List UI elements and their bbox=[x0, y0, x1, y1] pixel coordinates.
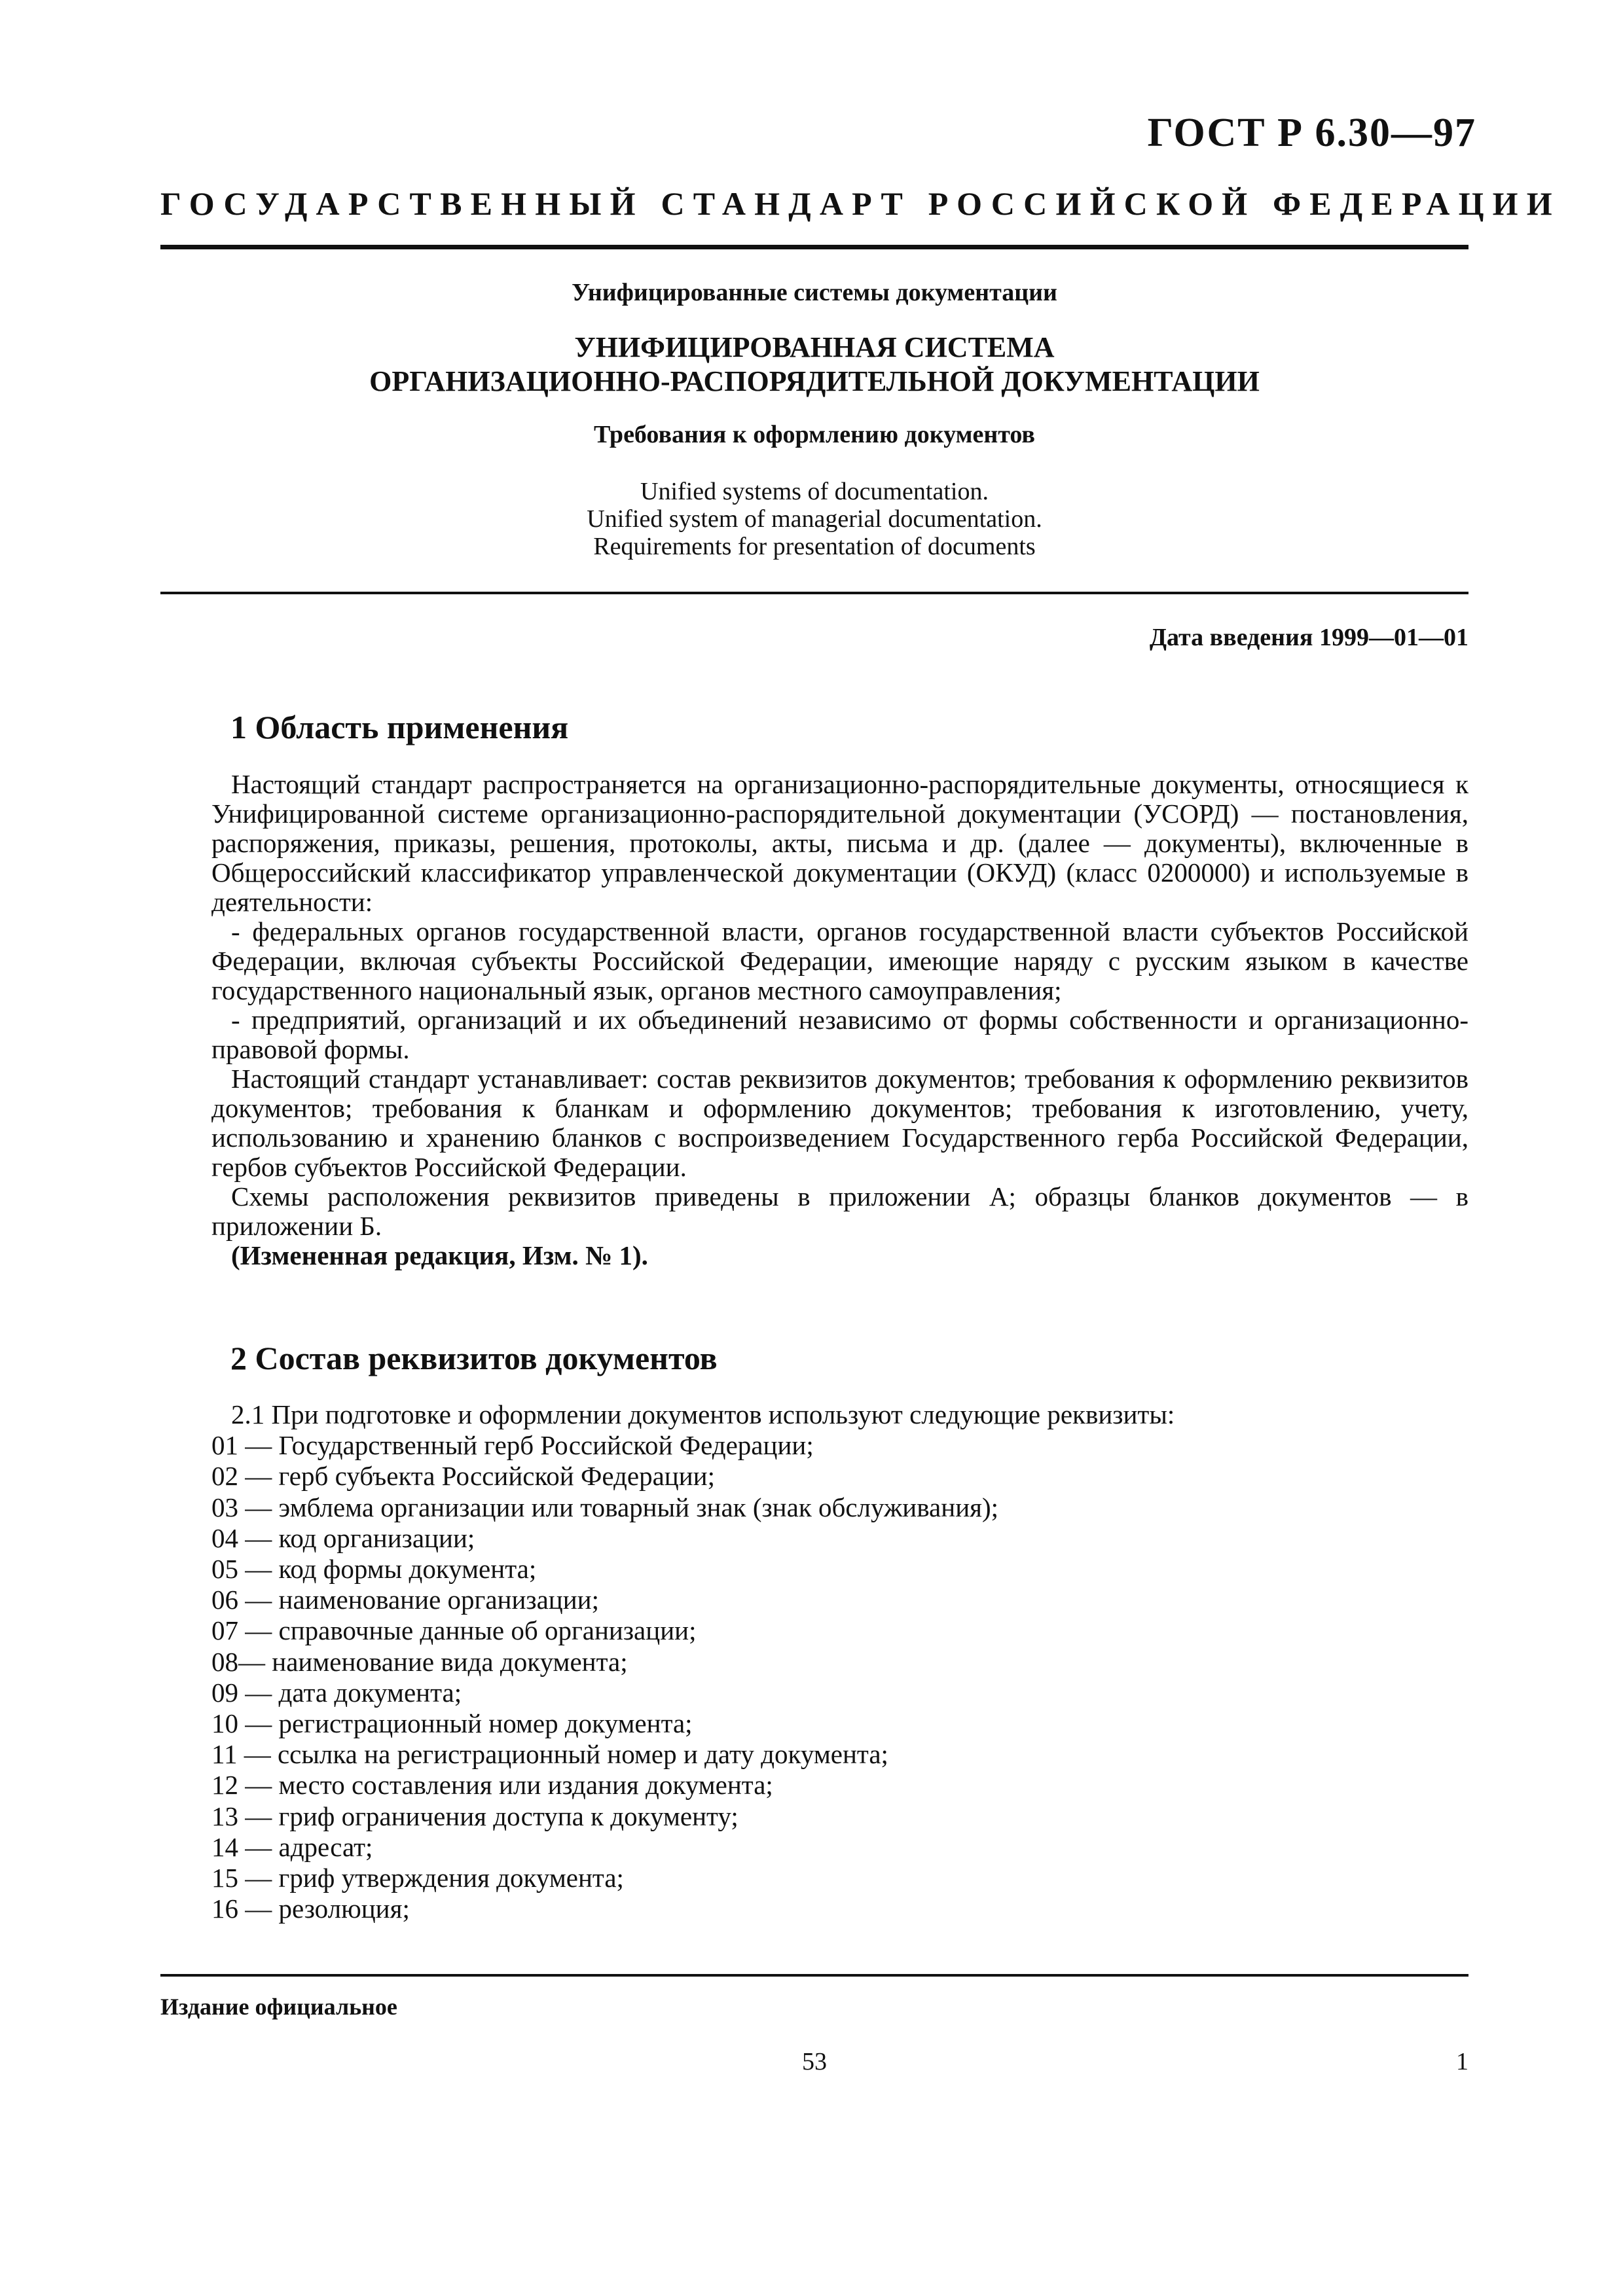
list-item: 13 — гриф ограничения доступа к документу; bbox=[211, 1801, 739, 1831]
list-item: 03 — эмблема организации или товарный знак (знак обслуживания); bbox=[211, 1492, 999, 1522]
introduction-date: Дата введения 1999—01—01 bbox=[1149, 624, 1468, 651]
requisites-intro: 2.1 При подготовке и оформлении документов используют следующие реквизиты: bbox=[231, 1399, 1175, 1429]
english-title bbox=[160, 478, 1468, 560]
sheet-number: 1 bbox=[1456, 2048, 1468, 2075]
section-1-paragraph: Схемы расположения реквизитов приведены в приложении А; образцы бланков документов — в приложении Б. bbox=[211, 1181, 1468, 1241]
document-subtitle: Унифицированные системы документации bbox=[572, 279, 1057, 306]
english-title-line3: Requirements for presentation of documents bbox=[593, 533, 1036, 560]
list-item: 14 — адресат; bbox=[211, 1831, 373, 1862]
list-item: 10 — регистрационный номер документа; bbox=[211, 1708, 693, 1739]
standard-code: ГОСТ Р 6.30—97 bbox=[1147, 111, 1476, 155]
list-item: 04 — код организации; bbox=[211, 1522, 475, 1553]
document-title-line1: УНИФИЦИРОВАННАЯ СИСТЕМА bbox=[574, 331, 1055, 363]
list-item: 07 — справочные данные об организации; bbox=[211, 1615, 697, 1646]
list-item: 12 — место составления или издания документа; bbox=[211, 1770, 773, 1801]
section-1-paragraph: Настоящий стандарт устанавливает: состав реквизитов документов; требования к оформлению реквизитов документов; требования к бланкам и оформлению документов; требования к изготовлению, учету, использованию и хранению бланков с воспроизведением Государственного герба Российской Федерации, гербов субъектов Российской Федерации. bbox=[211, 1064, 1468, 1182]
english-title-line1: Unified systems of documentation. bbox=[640, 478, 989, 505]
footer-divider bbox=[160, 1974, 1468, 1977]
title-divider bbox=[160, 592, 1468, 594]
document-title bbox=[160, 331, 1468, 399]
section-1-heading: 1 Область применения bbox=[230, 709, 569, 745]
list-item: 16 — резолюция; bbox=[211, 1893, 410, 1924]
section-1-paragraph: - предприятий, организаций и их объединений независимо от формы собственности и организационно-правовой формы. bbox=[211, 1005, 1468, 1064]
list-item: 06 — наименование организации; bbox=[211, 1585, 600, 1615]
list-item: 08— наименование вида документа; bbox=[211, 1646, 628, 1677]
requisites-list bbox=[211, 1399, 1468, 1924]
document-title-line2: ОРГАНИЗАЦИОННО-РАСПОРЯДИТЕЛЬНОЙ ДОКУМЕНТАЦИИ bbox=[369, 365, 1260, 397]
list-item: 01 — Государственный герб Российской Федерации; bbox=[211, 1430, 814, 1461]
list-item: 09 — дата документа; bbox=[211, 1677, 462, 1708]
list-item: 11 — ссылка на регистрационный номер и дату документа; bbox=[211, 1739, 888, 1770]
section-1-paragraph: - федеральных органов государственной власти, органов государственной власти субъектов Российской Федерации, включая субъекты Российской Федерации, имеющие наряду с русским языком в качестве государственного национальный язык, органов местного самоуправления; bbox=[211, 916, 1468, 1005]
amendment-note: (Измененная редакция, Изм. № 1). bbox=[231, 1240, 648, 1270]
list-item: 05 — код формы документа; bbox=[211, 1554, 537, 1585]
requirements-title: Требования к оформлению документов bbox=[594, 421, 1035, 448]
section-2-heading: 2 Состав реквизитов документов bbox=[230, 1340, 718, 1376]
list-item: 02 — герб субъекта Российской Федерации; bbox=[211, 1461, 716, 1492]
list-item: 15 — гриф утверждения документа; bbox=[211, 1863, 624, 1893]
english-title-line2: Unified system of managerial documentation. bbox=[587, 505, 1042, 533]
section-1-paragraph: Настоящий стандарт распространяется на организационно-распорядительные документы, относящиеся к Унифицированной системе организационно-распорядительной документации (УСОРД) — постановления, распоряжения, приказы, решения, протоколы, акты, письма и др. (далее — документы), включенные в Общероссийский классификатор управленческой документации (ОКУД) (класс 0200000) и используемые в деятельности: bbox=[211, 769, 1468, 917]
page-number: 53 bbox=[802, 2048, 827, 2075]
section-1-body bbox=[211, 770, 1468, 1270]
state-standard-heading: ГОСУДАРСТВЕННЫЙ СТАНДАРТ РОССИЙСКОЙ ФЕДЕРАЦИИ bbox=[160, 185, 1561, 222]
official-edition-label: Издание официальное bbox=[160, 1994, 397, 2020]
header-divider bbox=[160, 245, 1468, 249]
